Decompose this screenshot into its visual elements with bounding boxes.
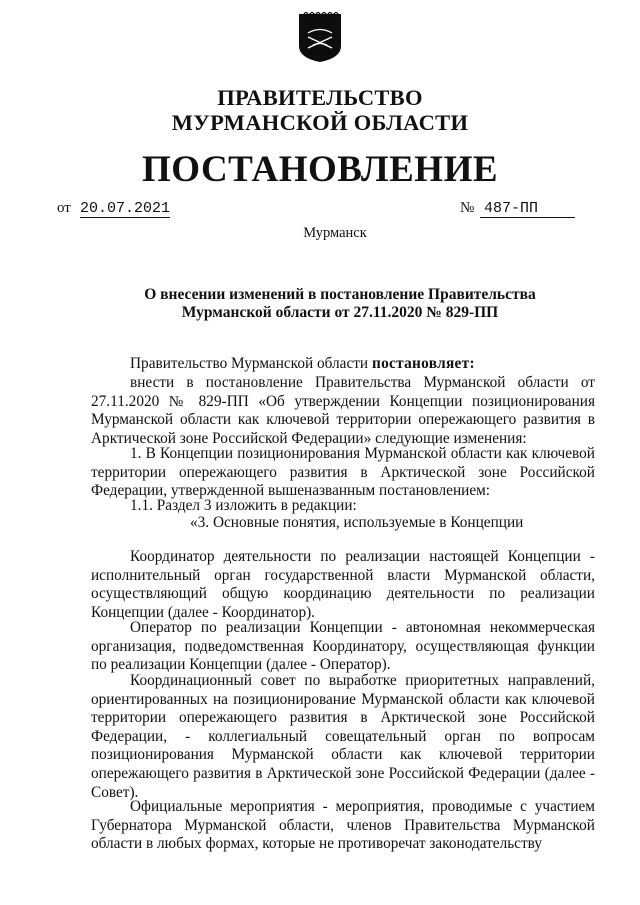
government-name-line1: ПРАВИТЕЛЬСТВО	[217, 85, 423, 110]
paragraph-item-1-1: 1.1. Раздел 3 изложить в редакции:	[130, 497, 357, 514]
date-label: от	[57, 200, 71, 216]
paragraph-item-1: 1. В Концепции позиционирования Мурманской области как ключевой территории опережающего развития в Арктической зоне Российской Федерации, утвержденной вышеназванным постановлением:	[91, 445, 595, 500]
document-title-line1: О внесении изменений в постановление Правительства	[144, 286, 536, 303]
government-name-line2: МУРМАНСКОЙ ОБЛАСТИ	[171, 110, 469, 135]
decree-date: 20.07.2021	[80, 200, 171, 217]
document-title-line2: Мурманской области от 27.11.2020 № 829-ПП	[181, 304, 499, 321]
paragraph-council: Координационный совет по выработке приоритетных направлений, ориентированных на позиционирование Мурманской области как ключевой территории опережающего развития в Арктической зоне Российской Федерации, - коллегиальный совещательный орган по вопросам позиционирования Мурманской области как ключевой территории опережающего развития в Арктической зоне Российской Федерации (далее - Совет).	[91, 672, 595, 801]
resolves-text: Правительство Мурманской области	[130, 355, 372, 372]
resolves-keyword: постановляет:	[371, 355, 475, 372]
coat-of-arms-icon	[297, 12, 343, 64]
paragraph-coordinator: Координатор деятельности по реализации настоящей Концепции - исполнительный орган государственной власти Мурманской области, осуществляющий общую координацию деятельности по реализации Концепции (далее - Координатор).	[91, 548, 595, 621]
paragraph-official-events: Официальные мероприятия - мероприятия, проводимые с участием Губернатора Мурманской области, членов Правительства Мурманской области в любых формах, которые не противоречат законодательству	[91, 798, 595, 853]
number-label: №	[460, 200, 475, 216]
city: Мурманск	[303, 225, 367, 241]
paragraph-operator: Оператор по реализации Концепции - автономная некоммерческая организация, подведомственная Координатору, осуществляющая функции по реализации Концепции (далее - Оператор).	[91, 619, 595, 674]
document-type: ПОСТАНОВЛЕНИЕ	[141, 149, 499, 190]
section-heading: «3. Основные понятия, используемые в Концепции	[190, 514, 524, 531]
paragraph-amend: внести в постановление Правительства Мурманской области от 27.11.2020 № 829-ПП «Об утверждении Концепции позиционирования Мурманской области как ключевой территории опережающего развития в Арктической зоне Российской Федерации» следующие изменения:	[91, 374, 595, 447]
decree-number: 487-ПП	[480, 200, 575, 218]
paragraph-resolves	[91, 355, 595, 374]
